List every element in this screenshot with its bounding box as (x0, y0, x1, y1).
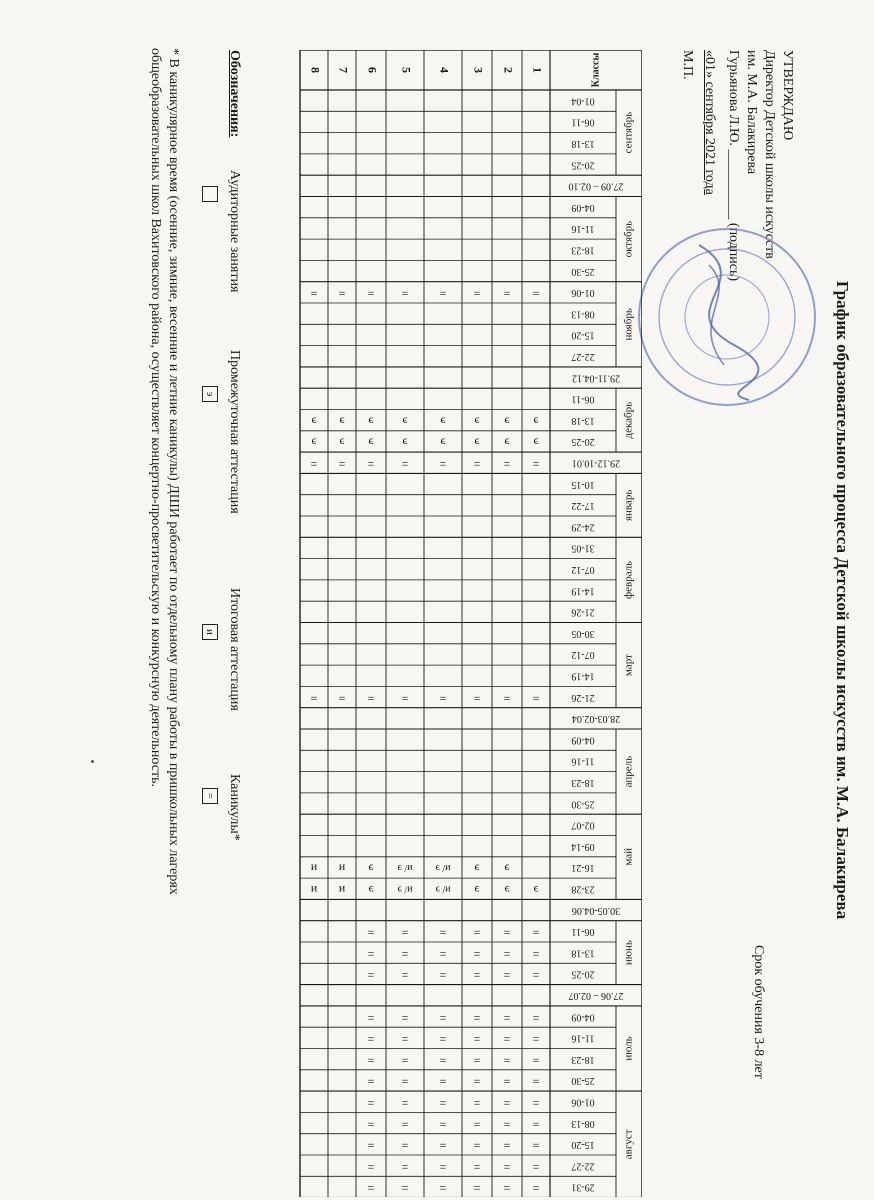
cell-r6-c16: э (368, 435, 374, 450)
cell-r2-c45: = (503, 1053, 511, 1068)
month-label-5: октябрь (622, 220, 635, 258)
week-label-18: 10-15 (571, 478, 595, 490)
week-label-32: 18-23 (571, 776, 595, 788)
approval-school: им. М.А. Балакирева (744, 50, 759, 175)
week-label-11: 15-20 (571, 329, 595, 341)
cell-r4-c46: = (439, 1074, 447, 1089)
cell-r6-c51: = (367, 1181, 375, 1196)
week-label-30: 04-09 (571, 734, 595, 746)
cell-r5-c51: = (401, 1181, 409, 1196)
cell-r2-c50: = (503, 1159, 511, 1174)
cell-r4-c49: = (439, 1138, 447, 1153)
cell-r2-c51: = (503, 1181, 511, 1196)
cell-r8-c37: и (310, 883, 318, 897)
week-label-9: 01-06 (571, 287, 595, 299)
cell-r5-c47: = (401, 1096, 409, 1110)
cell-r1-c28: = (532, 691, 540, 706)
month-label-25: март (622, 654, 635, 677)
merged-week-17: 29.12-10.01 (571, 457, 621, 469)
signature-caption: (подпись) (726, 222, 741, 282)
row-label-3: 3 (471, 67, 486, 73)
approval-heading: УТВЕРЖДАЮ (780, 50, 795, 141)
cell-r2-c37: э (504, 883, 510, 897)
week-label-50: 22-27 (571, 1160, 595, 1172)
merged-week-29: 28.03-02.04 (571, 713, 621, 725)
cell-r7-c9: = (338, 286, 346, 301)
cell-r3-c40: = (473, 946, 481, 961)
week-label-35: 09-14 (571, 840, 595, 852)
cell-r6-c45: = (367, 1053, 375, 1068)
cell-r2-c39: = (503, 925, 511, 940)
cell-r1-c49: = (532, 1138, 540, 1153)
cell-r5-c17: = (401, 457, 409, 471)
week-label-46: 25-30 (571, 1075, 595, 1087)
week-label-25: 30-05 (571, 627, 595, 639)
week-label-28: 21-26 (571, 691, 595, 703)
cell-r3-c17: = (473, 457, 481, 471)
cell-r2-c47: = (503, 1096, 511, 1110)
cell-r4-c44: = (439, 1032, 447, 1047)
cell-r1-c39: = (532, 925, 540, 940)
cell-r1-c46: = (532, 1074, 540, 1089)
cell-r5-c46: = (401, 1074, 409, 1089)
cell-r6-c47: = (367, 1096, 375, 1110)
week-label-26: 07-12 (571, 649, 595, 661)
week-label-2: 13-18 (571, 137, 595, 149)
week-label-33: 25-30 (571, 798, 595, 810)
merged-week-38: 30.05-04.06 (571, 904, 621, 916)
cell-r5-c41: = (401, 968, 409, 983)
footnote (146, 48, 182, 1148)
cell-r4-c50: = (439, 1159, 447, 1174)
week-label-14: 06-11 (571, 393, 595, 405)
cell-r3-c28: = (473, 691, 481, 706)
cell-r2-c46: = (503, 1074, 511, 1089)
cell-r5-c44: = (401, 1032, 409, 1047)
week-label-23: 14-19 (571, 585, 595, 597)
footnote-line-2: общеобразовательных школ Вахитовского района, осуществляет концертно-просветительскую и конкурсную деятельность. (148, 48, 163, 787)
cell-r3-c49: = (473, 1138, 481, 1153)
merged-week-13: 29.11-04.12 (572, 372, 620, 384)
week-label-40: 13-18 (571, 947, 595, 959)
cell-r5-c28: = (401, 691, 409, 706)
month-label-9: ноябрь (622, 308, 635, 341)
cell-r1-c48: = (532, 1117, 540, 1132)
cell-r4-c51: = (439, 1181, 447, 1196)
cell-r4-c47: = (439, 1096, 447, 1110)
week-label-0: 01-04 (571, 95, 595, 107)
cell-r3-c16: э (474, 435, 480, 450)
legend-box-intermediate: э (202, 386, 218, 402)
cell-r6-c37: э (368, 883, 374, 897)
cell-r6-c50: = (367, 1159, 375, 1174)
legend-item-holidays: Каникулы* (227, 774, 242, 841)
row-label-1: 1 (530, 67, 545, 73)
duration-label: Срок обучения 3-8 лет (751, 945, 766, 1079)
week-label-20: 24-29 (571, 521, 595, 533)
cell-r3-c44: = (473, 1032, 481, 1047)
week-label-41: 20-25 (571, 968, 595, 980)
cell-r3-c47: = (473, 1096, 481, 1110)
cell-r6-c28: = (367, 691, 375, 706)
cell-r7-c28: = (338, 691, 346, 706)
table-border (300, 50, 642, 1197)
schedule-table (272, 50, 642, 1197)
cell-r6-c48: = (367, 1117, 375, 1132)
cell-r1-c44: = (532, 1032, 540, 1047)
week-label-44: 11-16 (571, 1032, 595, 1044)
cell-r6-c43: = (367, 1010, 375, 1025)
cell-r1-c45: = (532, 1053, 540, 1068)
row-label-4: 4 (437, 67, 452, 73)
legend-box-classes (202, 186, 218, 202)
cell-r5-c37: и/ э (397, 883, 413, 895)
week-label-31: 11-16 (571, 755, 595, 767)
cell-r7-c16: э (339, 435, 345, 450)
cell-r6-c17: = (367, 457, 375, 471)
month-label-39: июнь (622, 940, 635, 966)
cell-r3-c41: = (473, 968, 481, 983)
cell-r6-c40: = (367, 946, 375, 961)
cell-r2-c43: = (503, 1010, 511, 1025)
cell-r4-c36: и/ э (435, 862, 451, 874)
cell-r2-c17: = (503, 457, 511, 471)
month-label-14: декабрь (622, 401, 635, 439)
stamp-abbr: М.П. (680, 50, 695, 80)
week-label-16: 20-25 (571, 436, 595, 448)
cell-r3-c51: = (473, 1181, 481, 1196)
week-label-48: 08-13 (571, 1117, 595, 1129)
cell-r6-c41: = (367, 968, 375, 983)
month-label-21: февраль (622, 560, 635, 600)
row-label-8: 8 (308, 67, 323, 73)
cell-r1-c9: = (532, 286, 540, 301)
cell-r2-c48: = (503, 1117, 511, 1132)
legend-item-final: Итоговая аттестация (227, 588, 242, 711)
approval-signer: Гурьянова Л.Ю. (726, 50, 741, 146)
cell-r5-c50: = (401, 1159, 409, 1174)
week-label-1: 06-11 (571, 116, 595, 128)
cell-r3-c15: э (474, 414, 480, 429)
cell-r5-c15: э (402, 414, 408, 429)
cell-r4-c17: = (439, 457, 447, 471)
cell-r8-c16: э (311, 435, 317, 450)
cell-r5-c48: = (401, 1117, 409, 1132)
cell-r4-c15: э (440, 414, 446, 429)
cell-r3-c50: = (473, 1159, 481, 1174)
cell-r3-c36: э (474, 861, 480, 876)
cell-r3-c48: = (473, 1117, 481, 1132)
cell-r6-c36: э (368, 861, 374, 876)
month-label-43: июль (622, 1036, 635, 1061)
cell-r1-c50: = (532, 1159, 540, 1174)
month-label-18: январь (622, 489, 635, 522)
week-label-37: 23-28 (571, 883, 595, 895)
cell-r8-c9: = (310, 286, 318, 301)
legend-title: Обозначения: (227, 50, 242, 138)
cell-r4-c16: э (440, 435, 446, 450)
week-label-39: 06-11 (571, 926, 595, 938)
cell-r5-c9: = (401, 286, 409, 301)
week-label-3: 20-25 (571, 159, 595, 171)
paper-speck (91, 760, 94, 763)
cell-r3-c39: = (473, 925, 481, 940)
month-label-34: май (622, 847, 635, 866)
cell-r7-c36: и (338, 861, 346, 876)
cell-r6-c15: э (368, 414, 374, 429)
cell-r1-c51: = (532, 1181, 540, 1196)
official-seal (634, 222, 819, 410)
cell-r5-c16: э (402, 435, 408, 450)
cell-r7-c37: и (338, 883, 346, 897)
cell-r5-c39: = (401, 925, 409, 940)
row-label-2: 2 (501, 67, 516, 73)
cell-r1-c17: = (532, 457, 540, 471)
cell-r1-c40: = (532, 946, 540, 961)
week-label-15: 13-18 (571, 414, 595, 426)
signature-blank: __________ (726, 149, 741, 220)
cell-r6-c39: = (367, 925, 375, 940)
cell-r1-c37: э (533, 883, 539, 897)
cell-r4-c9: = (439, 286, 447, 301)
cell-r8-c17: = (310, 457, 318, 471)
cell-r4-c40: = (439, 946, 447, 961)
week-label-8: 25-30 (571, 265, 595, 277)
legend-item-intermediate: Промежуточная аттестация (227, 350, 242, 514)
cell-r1-c16: э (533, 435, 539, 450)
cell-r7-c17: = (338, 457, 346, 471)
footnote-line-1: * В каникулярное время (осенние, зимние, весенние и летние каникулы) ДШИ работает по отдельному плану работы в пришкольных лагерях (166, 48, 181, 895)
cell-r5-c36: и/ э (397, 862, 413, 874)
week-label-22: 07-12 (571, 563, 595, 575)
cell-r8-c15: э (311, 414, 317, 429)
cell-r3-c37: э (474, 883, 480, 897)
cell-r8-c36: и (310, 861, 318, 876)
cell-r3-c46: = (473, 1074, 481, 1089)
cell-r8-c28: = (310, 691, 318, 706)
cell-r2-c28: = (503, 691, 511, 706)
cell-r4-c41: = (439, 968, 447, 983)
legend-box-holidays: = (202, 788, 218, 804)
week-label-45: 18-23 (571, 1053, 595, 1065)
cell-r4-c28: = (439, 691, 447, 706)
header-label-classes: Классы (590, 52, 602, 88)
week-label-5: 04-09 (571, 201, 595, 213)
row-label-7: 7 (336, 67, 351, 73)
week-label-12: 22-27 (571, 350, 595, 362)
legend (197, 50, 242, 950)
cell-r4-c43: = (439, 1010, 447, 1025)
cell-r2-c44: = (503, 1032, 511, 1047)
cell-r1-c15: э (533, 414, 539, 429)
cell-r5-c45: = (401, 1053, 409, 1068)
cell-r3-c45: = (473, 1053, 481, 1068)
week-label-43: 04-09 (571, 1011, 595, 1023)
week-label-49: 15-20 (571, 1139, 595, 1151)
cell-r1-c43: = (532, 1010, 540, 1025)
cell-r3-c9: = (473, 286, 481, 301)
cell-r2-c15: э (504, 414, 510, 429)
month-label-30: апрель (622, 755, 635, 788)
week-label-7: 18-23 (571, 244, 595, 256)
legend-item-classes: Аудиторные занятия (227, 170, 242, 293)
week-label-27: 14-19 (571, 670, 595, 682)
cell-r2-c41: = (503, 968, 511, 983)
week-label-19: 17-22 (571, 500, 595, 512)
cell-r2-c9: = (503, 286, 511, 301)
month-label-0: сентябрь (622, 111, 635, 154)
cell-r3-c43: = (473, 1010, 481, 1025)
cell-r7-c15: э (339, 414, 345, 429)
approval-position: Директор Детской школы искусств (762, 50, 777, 259)
legend-box-final: и (202, 624, 218, 640)
cell-r2-c36: э (504, 861, 510, 876)
row-label-6: 6 (365, 67, 380, 73)
cell-r5-c49: = (401, 1138, 409, 1153)
cell-r2-c16: э (504, 435, 510, 450)
cell-r4-c39: = (439, 925, 447, 940)
cell-r5-c43: = (401, 1010, 409, 1025)
cell-r1-c41: = (532, 968, 540, 983)
merged-week-42: 27.06 – 02.07 (568, 989, 624, 1001)
approval-date: «01» сентября 2021 года (702, 50, 717, 195)
cell-r5-c40: = (401, 946, 409, 961)
month-label-47: август (622, 1129, 635, 1160)
week-label-51: 29-31 (571, 1181, 595, 1193)
week-label-10: 08-13 (571, 308, 595, 320)
week-label-21: 31-05 (571, 542, 595, 554)
cell-r4-c48: = (439, 1117, 447, 1132)
cell-r4-c45: = (439, 1053, 447, 1068)
cell-r4-c37: и/ э (435, 883, 451, 895)
week-label-24: 21-26 (571, 606, 595, 618)
week-label-34: 02-07 (571, 819, 595, 831)
cell-r2-c49: = (503, 1138, 511, 1153)
week-label-47: 01-06 (571, 1096, 595, 1108)
row-label-5: 5 (399, 67, 414, 73)
week-label-36: 16-21 (571, 862, 595, 874)
cell-r6-c46: = (367, 1074, 375, 1089)
cell-r6-c49: = (367, 1138, 375, 1153)
cell-r6-c9: = (367, 286, 375, 301)
merged-week-4: 27.09 – 02.10 (568, 180, 624, 192)
document-title: График образовательного процесса Детской школы искусств им. М.А. Балакирева (833, 280, 852, 920)
cell-r6-c44: = (367, 1032, 375, 1047)
cell-r2-c40: = (503, 946, 511, 961)
week-label-6: 11-16 (571, 223, 595, 235)
cell-r1-c47: = (532, 1096, 540, 1110)
